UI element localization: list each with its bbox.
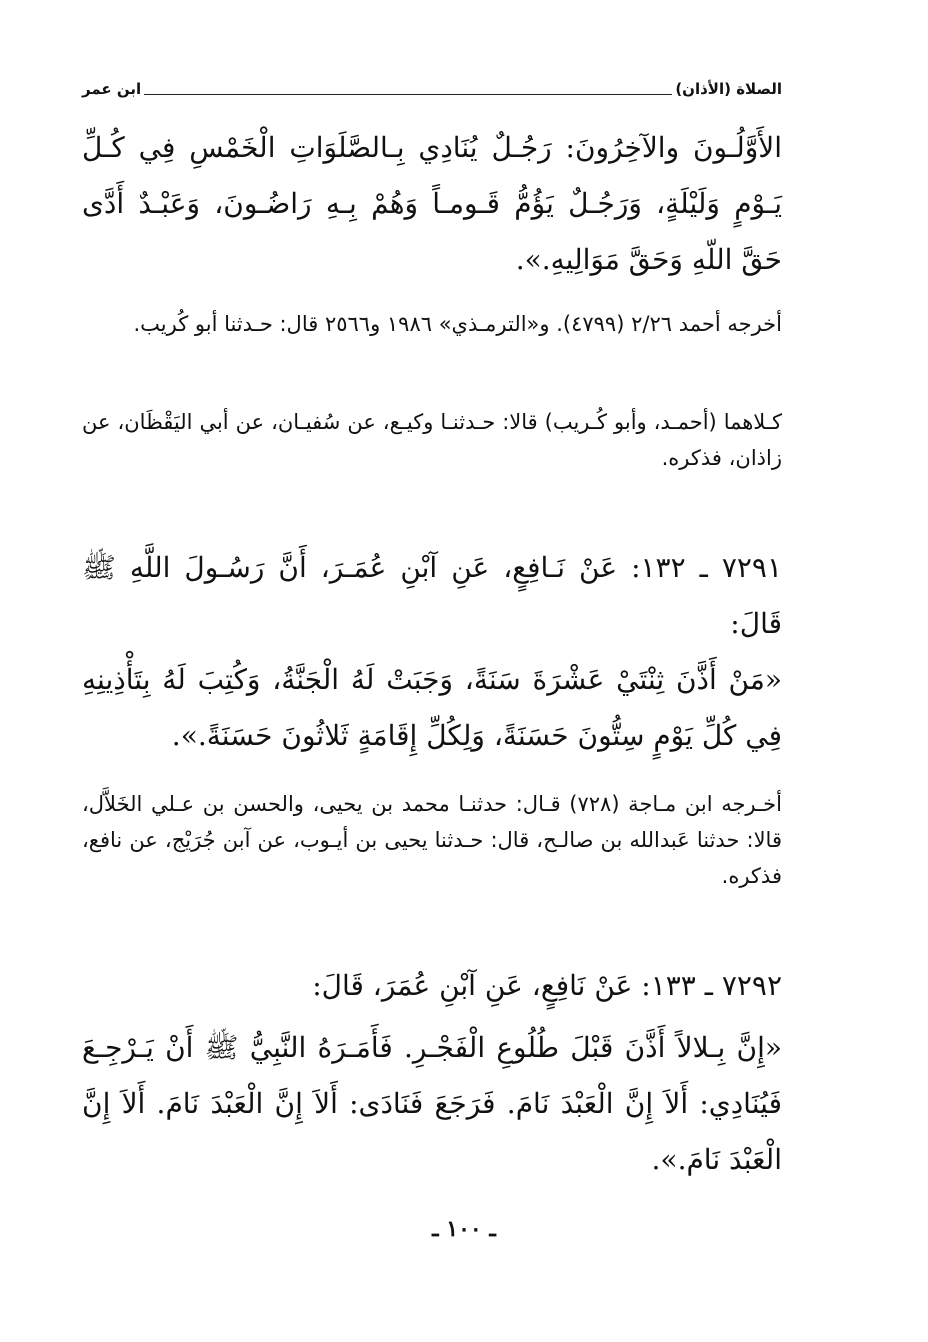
running-header <box>82 80 782 110</box>
hadith-intro: ٧٢٩٢ ـ ١٣٣: عَنْ نَافِعٍ، عَنِ آبْنِ عُمَرَ، قَالَ: <box>312 969 782 1002</box>
header-rule <box>144 94 672 95</box>
chapter-title: الصلاة (الأذان) <box>675 80 782 98</box>
page-number: ـ ١٠٠ ـ <box>432 1216 496 1242</box>
hadith-intro: ٧٢٩١ ـ ١٣٢: عَنْ نَـافِعٍ، عَنِ آبْنِ عُمَـرَ، أَنَّ رَسُـولَ اللَّهِ ﷺ قَالَ: <box>82 551 782 640</box>
hadith-text: «إِنَّ بِـلالاً أَذَّنَ قَبْلَ طُلُوعِ الْفَجْـرِ. فَأَمَـرَهُ النَّبِيُّ ﷺ أَنْ يَـرْجِـعَ فَيُنَادِي: أَلاَ إِنَّ الْعَبْدَ نَامَ. فَرَجَعَ فَنَادَى: أَلاَ إِنَّ الْعَبْدَ نَامَ. أَلاَ إِنَّ الْعَبْدَ نَامَ.». <box>82 1031 782 1176</box>
narrator-name: ابن عمر <box>82 80 142 98</box>
takhrij-paragraph: أخـرجه ابن مـاجة (٧٢٨) قـال: حدثنـا محمد بن يحيى، والحسن بن عـلي الخَلاَّل، قالا: حدثنا عَبدالله بن صالـح، قال: حـدثنا يحيى بن أيـوب، عن آبن جُرَيْج، عن نافع، فذكره. <box>82 792 782 888</box>
hadith-text: «مَنْ أَذَّنَ ثِنْتَيْ عَشْرَةَ سَنَةً، وَجَبَتْ لَهُ الْجَنَّةُ، وَكُتِبَ لَهُ بِتَأْذِينِهِ فِي كُلِّ يَوْمٍ سِتُّونَ حَسَنَةً، وَلِكُلِّ إِقَامَةٍ ثَلاثُونَ حَسَنَةً.». <box>82 663 782 752</box>
hadith-continuation: الأَوَّلُـونَ والآخِرُونَ: رَجُـلٌ يُنَادِي بِـالصَّلَوَاتِ الْخَمْسِ فِي كُـلِّ يَـوْمٍ وَلَيْلَةٍ، وَرَجُـلٌ يَؤُمُّ قَـومـاً وَهُمْ بِـهِ رَاضُـونَ، وَعَبْـدٌ أَدَّى حَقَّ اللّهِ وَحَقَّ مَوَالِيهِ.». <box>82 131 783 276</box>
takhrij-paragraph: كـلاهما (أحمـد، وأبو كُـريب) قالا: حـدثنـا وكيـع، عن سُفيـان، عن أبي اليَقْظَان، عن زاذان، فذكره. <box>82 410 782 470</box>
takhrij-paragraph: أخرجه أحمد ٢/٢٦ (٤٧٩٩). و«الترمـذي» ١٩٨٦ و٢٥٦٦ قال: حـدثنا أبو كُريب. <box>133 312 782 336</box>
